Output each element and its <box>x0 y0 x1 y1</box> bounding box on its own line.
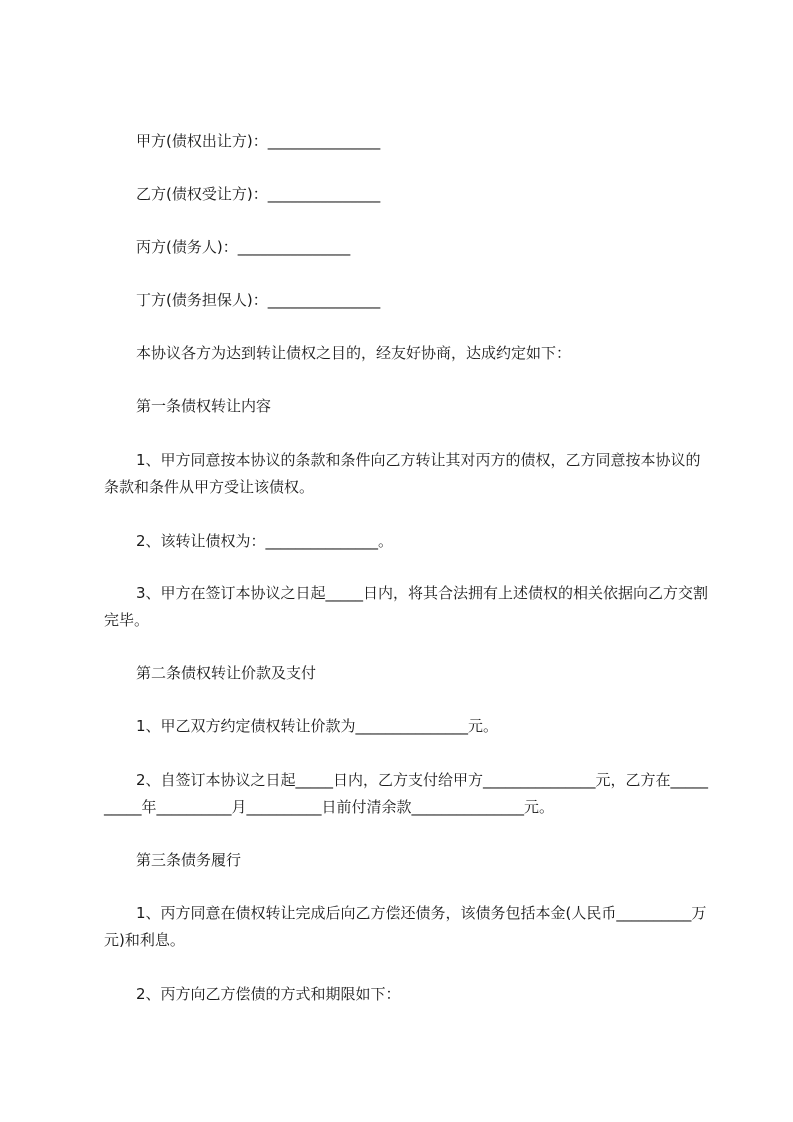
party-b-line: 乙方(债权受让方)：_______________ <box>136 185 381 203</box>
article-2-clause-1: 1、甲乙双方约定债权转让价款为_______________元。 <box>136 717 499 735</box>
article-3-clause-1: 1、丙方同意在债权转让完成后向乙方偿还债务，该债务包括本金(人民币__________万元)和利息。 <box>104 904 707 949</box>
party-a-line: 甲方(债权出让方)：_______________ <box>136 132 381 150</box>
article-1-clause-1: 1、甲方同意按本协议的条款和条件向乙方转让其对丙方的债权，乙方同意按本协议的条款和条件从甲方受让该债权。 <box>104 451 701 496</box>
party-d-line: 丁方(债务担保人)：_______________ <box>136 291 381 309</box>
article-2-heading: 第二条债权转让价款及支付 <box>136 664 317 682</box>
article-1-clause-3: 3、甲方在签订本协议之日起_____日内，将其合法拥有上述债权的相关依据向乙方交割完毕。 <box>104 584 709 629</box>
article-3-clause-2: 2、丙方向乙方偿债的方式和期限如下： <box>136 985 401 1003</box>
preamble-text: 本协议各方为达到转让债权之目的，经友好协商，达成约定如下： <box>136 344 572 362</box>
article-1-heading: 第一条债权转让内容 <box>136 397 272 415</box>
article-1-clause-2: 2、该转让债权为：_______________。 <box>136 532 394 550</box>
article-2-clause-2: 2、自签订本协议之日起_____日内，乙方支付给甲方_______________元，乙方在__________年__________月__________日前付清余款_______________元。 <box>104 771 709 816</box>
party-c-line: 丙方(债务人)：_______________ <box>136 238 351 256</box>
article-3-heading: 第三条债务履行 <box>136 851 242 869</box>
